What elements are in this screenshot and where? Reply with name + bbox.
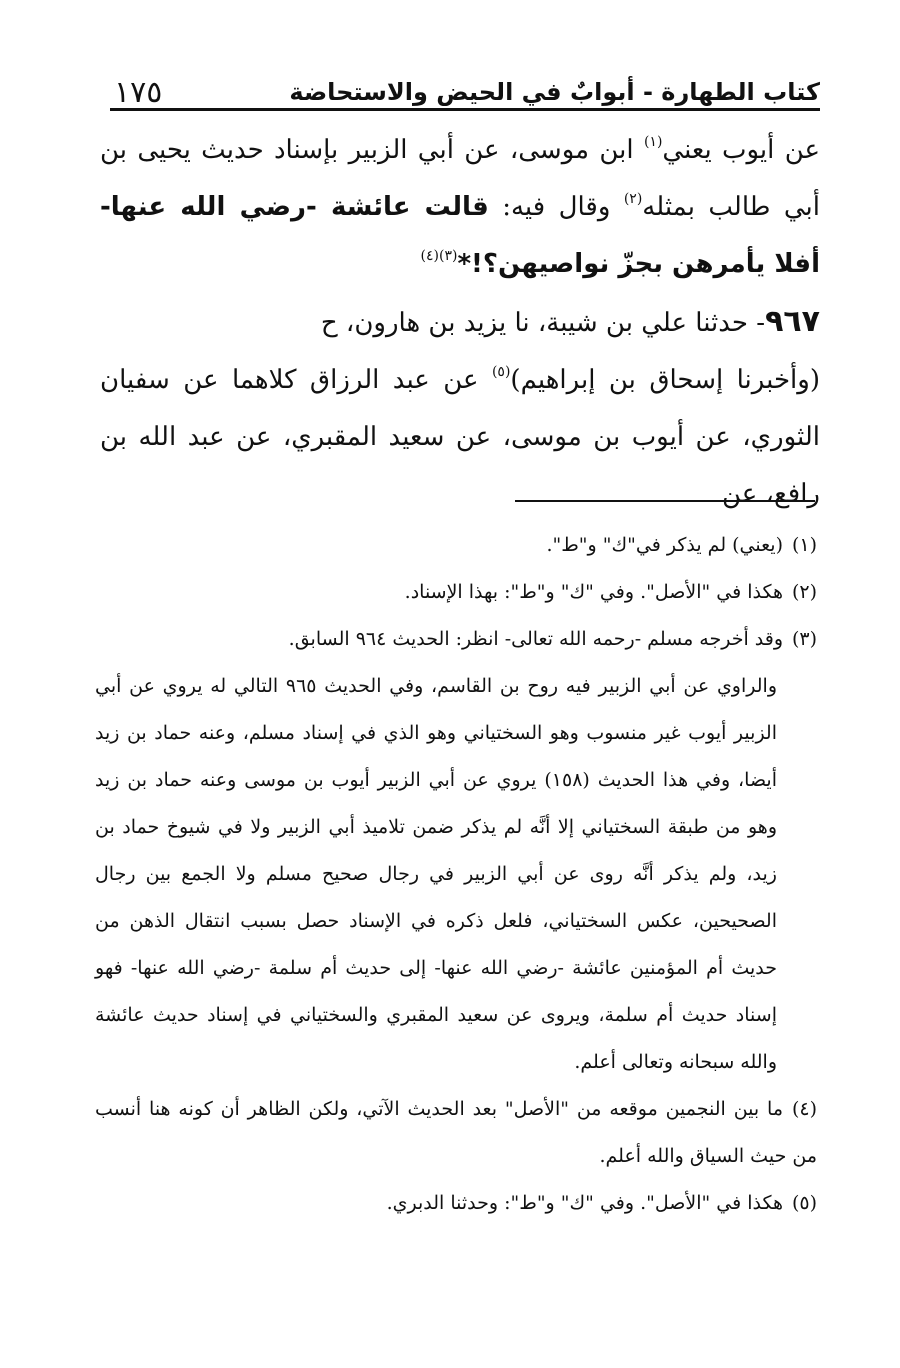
text-span: عن عبد الرزاق كلاهما عن سفيان الثوري، عن أيوب بن موسى، عن سعيد المقبري، عن عبد الله بن رافع، عن: [100, 365, 820, 509]
header-rule: [110, 108, 820, 111]
text-span: وقال فيه:: [488, 192, 624, 222]
footnote-mark: (١): [791, 534, 817, 556]
footnote-mark: (٥): [791, 1192, 817, 1214]
page-header: [110, 62, 820, 112]
hadith-number: ٩٦٧: [765, 304, 820, 339]
footnote-mark: (٢): [791, 581, 817, 603]
footnote-text: هكذا في "الأصل". وفي "ك" و"ط": وحدثنا الدبري.: [386, 1192, 783, 1214]
footnote-divider: [515, 500, 815, 502]
footnote-text: هكذا في "الأصل". وفي "ك" و"ط": بهذا الإسناد.: [404, 581, 783, 603]
paragraph-3: [100, 352, 820, 523]
footnote-text: (يعني) لم يذكر في"ك" و"ط".: [546, 534, 783, 556]
footnote-3-continued: [95, 663, 817, 1086]
footnote-mark: (٤): [791, 1098, 817, 1120]
footnote-text: والراوي عن أبي الزبير فيه روح بن القاسم، وفي الحديث ٩٦٥ التالي له يروي عن أبي الزبير أيوب غير منسوب وهو السختياني وهو الذي في إسناد مسلم، وعنه حماد بن زيد أيضا، وفي هذا الحديث (١٥٨) يروي عن أبي الزبير أيوب بن موسى وعنه حماد بن زيد وهو من طبقة السختياني إلا أنَّه لم يذكر ضمن تلاميذ أبي الزبير ولا في شيوخ حماد بن زيد، ولم يذكر أنَّه روى عن أبي الزبير في رجال صحيح مسلم ولا الجمع بين رجال الصحيحين، عكس السختياني، فلعل ذكره في الإسناد حصل بسبب انتقال الذهن من حديث أم المؤمنين عائشة -رضي الله عنها- إلى حديث أم سلمة -رضي الله عنها- فهو إسناد حديث أم سلمة، ويروى عن سعيد المقبري والسختياني في إسناد حديث عائشة والله سبحانه وتعالى أعلم.: [95, 675, 778, 1073]
footnote-ref: (١): [643, 134, 663, 150]
text-span: - حدثنا علي بن شيبة، نا يزيد بن هارون، ح: [320, 308, 766, 338]
text-span: عن أيوب يعني: [662, 135, 820, 165]
text-span: (وأخبرنا إسحاق بن إبراهيم): [510, 365, 820, 395]
footnote-ref: (٢): [623, 191, 643, 207]
footnote-ref: (٣)(٤): [420, 248, 458, 264]
paragraph-2: [100, 293, 820, 352]
footnote-mark: (٣): [791, 628, 817, 650]
footnote-1: [95, 522, 817, 569]
text-span: ابن موسى، عن أبي الزبير بإسناد حديث يحيى بن أبي طالب بمثله: [100, 135, 820, 222]
footnote-text: وقد أخرجه مسلم -رحمه الله تعالى- انظر: الحديث ٩٦٤ السابق.: [288, 628, 783, 650]
paragraph-1: [100, 122, 820, 293]
footnote-3: [95, 616, 817, 663]
quoted-statement: قالت عائشة -رضي الله عنها- أفلا يأمرهن بجزّ نواصيهن؟!*: [100, 192, 820, 279]
footnote-ref: (٥): [491, 364, 511, 380]
footnote-4: [95, 1086, 817, 1180]
footnote-2: [95, 569, 817, 616]
running-title: كتاب الطهارة - أبوابٌ في الحيض والاستحاضة: [289, 78, 820, 106]
main-text: [100, 122, 820, 523]
footnote-text: ما بين النجمين موقعه من "الأصل" بعد الحديث الآتي، ولكن الظاهر أن كونه هنا أنسب من حيث السياق والله أعلم.: [95, 1098, 817, 1167]
footnote-5: [95, 1180, 817, 1227]
page-number: ١٧٥: [114, 75, 163, 110]
footnotes: [95, 522, 817, 1227]
